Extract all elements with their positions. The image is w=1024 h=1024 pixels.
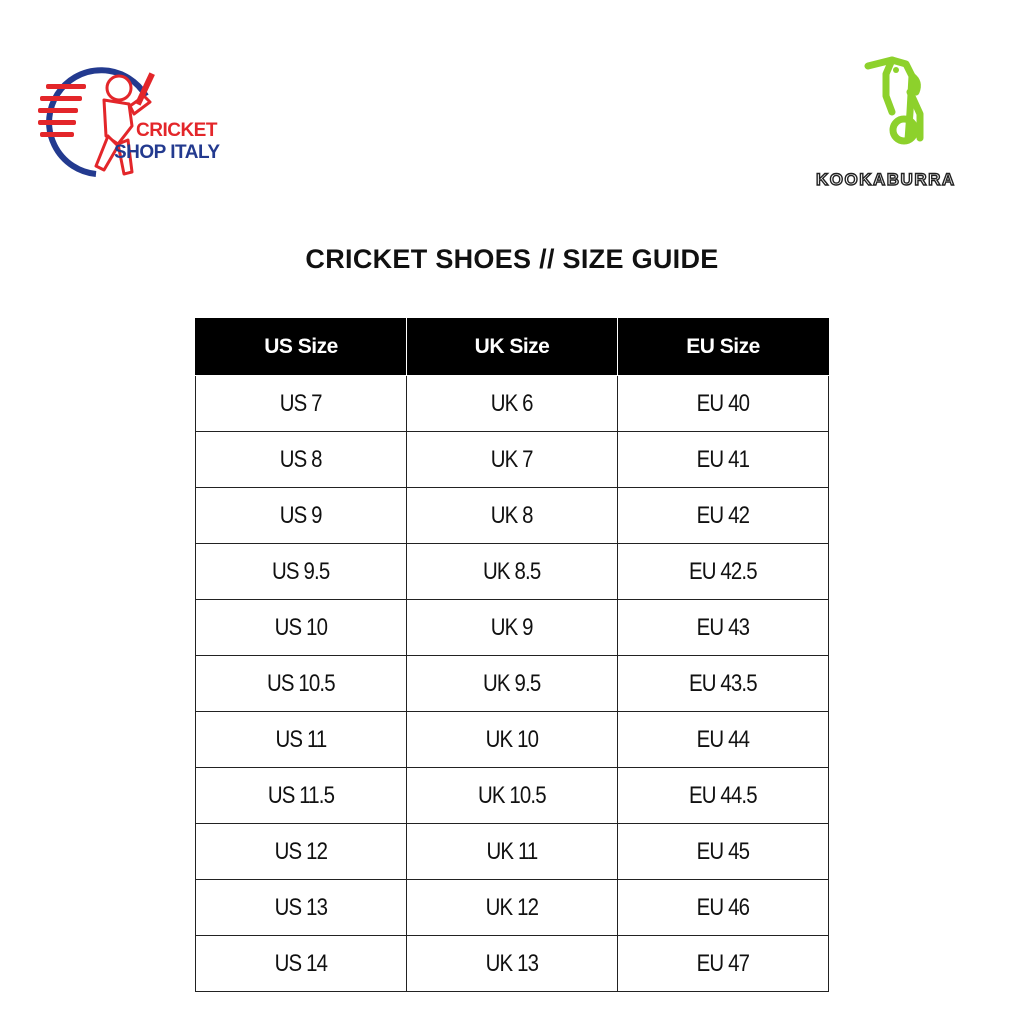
cell-text: US 12 [274,837,328,865]
cell-text: US 10 [274,613,328,641]
table-row [196,768,829,824]
cell-us [196,768,407,824]
table-row [196,712,829,768]
cell-uk [407,824,618,880]
cell-text: US 9.5 [272,557,330,585]
cell-us [196,432,407,488]
kookaburra-logo [808,52,998,198]
cell-us [196,488,407,544]
cell-us [196,936,407,992]
cell-text: US 11 [275,725,327,753]
cell-eu [618,488,829,544]
cell-text: EU 40 [696,389,750,417]
cell-eu [618,712,829,768]
size-guide-table [195,318,829,992]
cell-uk [407,544,618,600]
cell-text: EU 41 [696,445,750,473]
cell-uk [407,376,618,432]
cell-text: EU 44 [696,725,750,753]
cell-uk [407,432,618,488]
cell-text: UK 6 [491,389,533,417]
header-us-size: US Size [196,319,407,376]
cell-uk [407,712,618,768]
cell-eu [618,600,829,656]
cell-text: UK 10 [485,725,539,753]
cell-us [196,376,407,432]
cell-uk [407,488,618,544]
cell-text: US 14 [274,949,328,977]
table-row [196,544,829,600]
table-row [196,600,829,656]
cell-eu [618,432,829,488]
cell-eu [618,824,829,880]
cell-text: UK 7 [491,445,533,473]
cell-uk [407,600,618,656]
logo-text-cricket: CRICKET [136,120,217,141]
cell-us [196,824,407,880]
cell-text: EU 43 [696,613,750,641]
table-row [196,432,829,488]
page-title: CRICKET SHOES // SIZE GUIDE [305,244,719,274]
cell-text: US 11.5 [267,781,335,809]
table-row [196,824,829,880]
cell-text: EU 47 [696,949,750,977]
cell-text: EU 44.5 [689,781,757,809]
table-row [196,936,829,992]
header-eu-size: EU Size [618,319,829,376]
cell-text: US 10.5 [267,669,335,697]
cell-eu [618,880,829,936]
cell-text: UK 12 [485,893,539,921]
cell-text: UK 8.5 [483,557,541,585]
cell-us [196,712,407,768]
cell-text: US 13 [274,893,328,921]
cell-eu [618,768,829,824]
cell-us [196,656,407,712]
cell-eu [618,936,829,992]
table-header-row [196,319,829,376]
cell-text: US 9 [280,501,322,529]
cell-text: UK 10.5 [478,781,546,809]
cricket-shop-italy-logo [34,66,234,186]
table-row [196,880,829,936]
kookaburra-wordmark: KOOKABURRA [816,170,956,189]
cell-eu [618,376,829,432]
cell-text: EU 45 [696,837,750,865]
cell-uk [407,880,618,936]
cell-eu [618,656,829,712]
cell-text: EU 43.5 [689,669,757,697]
cell-text: EU 42 [696,501,750,529]
cell-text: EU 46 [696,893,750,921]
cell-text: UK 11 [486,837,538,865]
cell-text: UK 13 [485,949,539,977]
cell-text: US 7 [280,389,322,417]
table-row [196,656,829,712]
table-row [196,488,829,544]
cell-uk [407,768,618,824]
table-row [196,376,829,432]
cell-us [196,880,407,936]
cell-uk [407,936,618,992]
cell-text: UK 8 [491,501,533,529]
cell-eu [618,544,829,600]
cell-uk [407,656,618,712]
header-uk-size: UK Size [407,319,618,376]
cell-us [196,544,407,600]
cell-text: UK 9 [491,613,533,641]
kookaburra-bird-icon [808,52,998,167]
cell-us [196,600,407,656]
logo-text-shop-italy: SHOP ITALY [114,142,220,163]
cell-text: EU 42.5 [689,557,757,585]
cell-text: UK 9.5 [483,669,541,697]
cell-text: US 8 [280,445,322,473]
